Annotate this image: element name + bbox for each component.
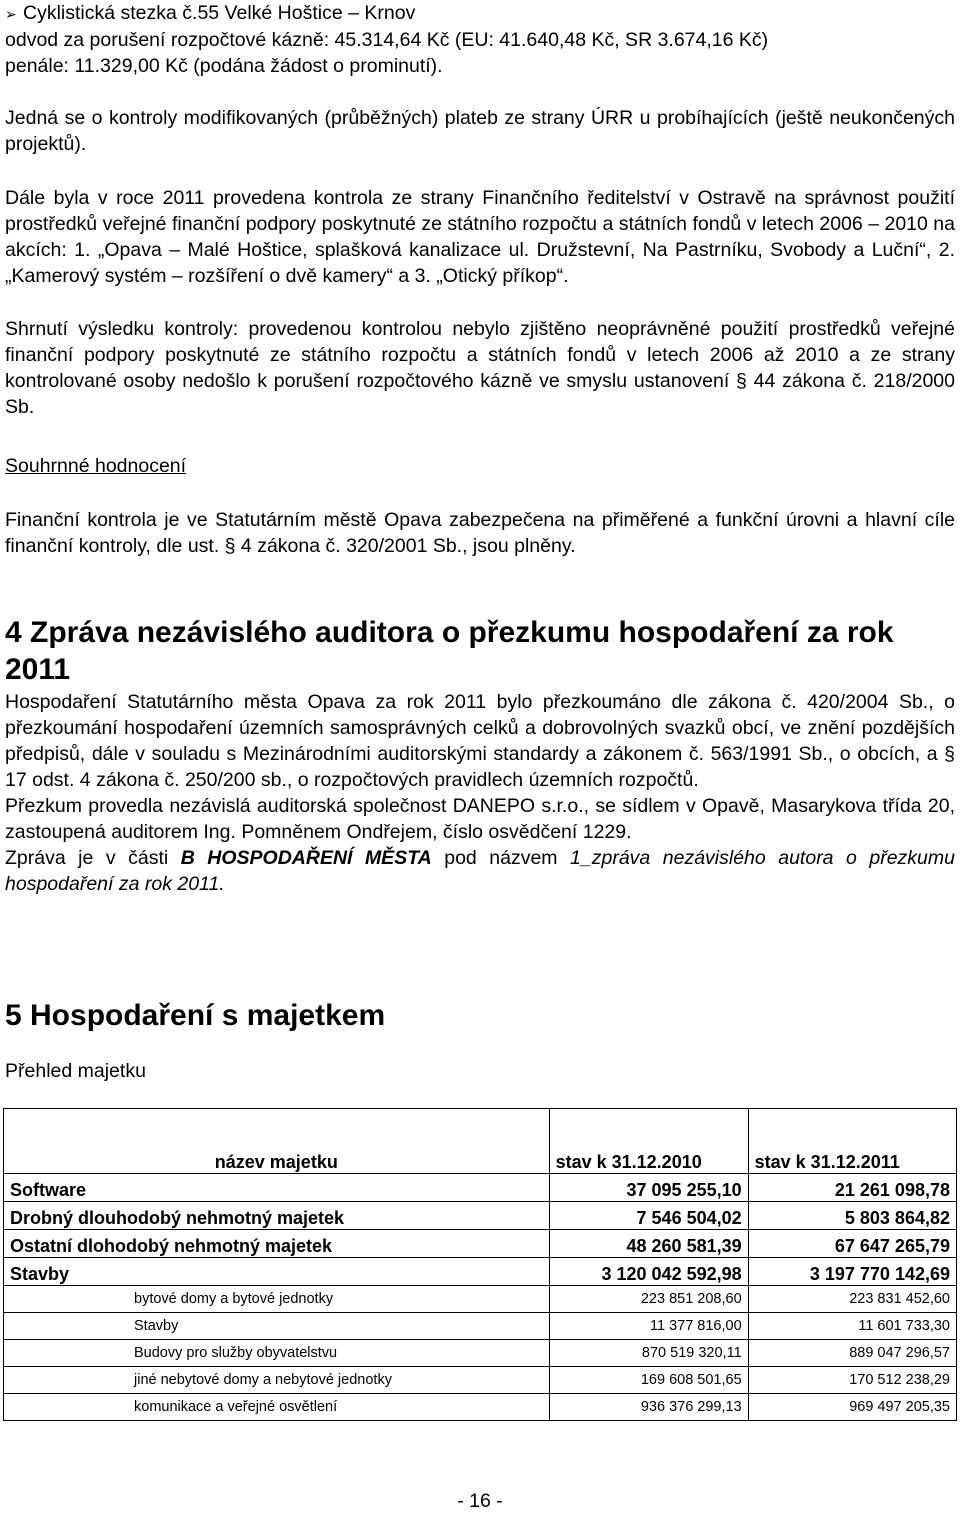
table-header-row: [4, 1109, 957, 1174]
penale-line: penále: 11.329,00 Kč (podána žádost o prominutí).: [5, 55, 443, 77]
bullet-text: Cyklistická stezka č.55 Velké Hoštice – Krnov: [23, 2, 416, 24]
sub-asset-name-cell: bytové domy a bytové jednotky: [4, 1286, 550, 1313]
section-4-body: [5, 689, 955, 897]
sub-asset-name-cell: Budovy pro služby obyvatelstvu: [4, 1340, 550, 1367]
souhrnne-text: Finanční kontrola je ve Statutárním městě Opava zabezpečena na přiměřené a funkční úrovni a hlavní cíle finanční kontroly, dle ust. § 4 zákona č. 320/2001 Sb., jsou plněny.: [5, 509, 955, 557]
paragraph-shrnuti: Shrnutí výsledku kontroly: provedenou kontrolou nebylo zjištěno neoprávněné použití prostředků veřejné finanční podpory poskytnuté ze státního rozpočtu a státních fondů v letech 2006 až 2010 a ze strany kontrolované osoby nedošlo k porušení rozpočtového kázně ve smyslu ustanovení § 44 zákona č. 218/2000 Sb.: [5, 318, 955, 418]
odvod-line: odvod za porušení rozpočtové kázně: 45.314,64 Kč (EU: 41.640,48 Kč, SR 3.674,16 Kč): [5, 29, 769, 51]
section-5-subheading: Přehled majetku: [5, 1060, 146, 1082]
header-name: název majetku: [4, 1109, 550, 1174]
paragraph-kontroly: Jedná se o kontroly modifikovaných (průběžných) plateb ze strany ÚRR u probíhajících (ještě neukončených projektů).: [5, 107, 955, 155]
section-4-p2: Přezkum provedla nezávislá auditorská společnost DANEPO s.r.o., se sídlem v Opavě, Masarykova třída 20, zastoupená auditorem Ing. Pomněnem Ondřejem, číslo osvědčení 1229.: [5, 795, 955, 843]
sub-value-2010-cell: 223 851 208,60: [549, 1286, 748, 1313]
sub-value-2011-cell: 223 831 452,60: [748, 1286, 956, 1313]
table-subrow: [4, 1286, 957, 1313]
sub-value-2010-cell: 870 519 320,11: [549, 1340, 748, 1367]
sub-value-2010-cell: 11 377 816,00: [549, 1313, 748, 1340]
value-2010-cell: 37 095 255,10: [549, 1174, 748, 1202]
sub-value-2011-cell: 11 601 733,30: [748, 1313, 956, 1340]
asset-name-cell: Ostatní dlohodobý nehmotný majetek: [4, 1230, 550, 1258]
value-2011-cell: 67 647 265,79: [748, 1230, 956, 1258]
section-4-p1: Hospodaření Statutárního města Opava za rok 2011 bylo přezkoumáno dle zákona č. 420/2004 Sb., o přezkoumání hospodaření územních samosprávných celků a dobrovolných svazků obcí, ve znění pozdějších předpisů, dále v souladu s Mezinárodními auditorskými standardy a zákonem č. 563/1991 Sb., o obcích, a § 17 odst. 4 zákona č. 250/200 sb., o rozpočtových pravidlech územních rozpočtů.: [5, 691, 955, 791]
sub-asset-name-cell: komunikace a veřejné osvětlení: [4, 1394, 550, 1421]
souhrnne-heading: Souhrnné hodnocení: [5, 455, 187, 477]
table-subrow: [4, 1367, 957, 1394]
table-subrow: [4, 1340, 957, 1367]
value-2011-cell: 21 261 098,78: [748, 1174, 956, 1202]
table-row: [4, 1202, 957, 1230]
top-block: [5, 0, 955, 79]
value-2010-cell: 3 120 042 592,98: [549, 1258, 748, 1286]
sub-asset-name-cell: jiné nebytové domy a nebytové jednotky: [4, 1367, 550, 1394]
p3-doc-name: 1_zpráva nezávislého autora o přezkumu hospodaření za rok 2011.: [5, 847, 955, 895]
section-4-p3: [5, 845, 955, 897]
value-2010-cell: 7 546 504,02: [549, 1202, 748, 1230]
value-2010-cell: 48 260 581,39: [549, 1230, 748, 1258]
assets-table: [3, 1108, 957, 1421]
p3-text-a: Zpráva je v části: [5, 847, 181, 869]
header-2010: stav k 31.12.2010: [549, 1109, 748, 1174]
table-subrow: [4, 1394, 957, 1421]
sub-value-2010-cell: 169 608 501,65: [549, 1367, 748, 1394]
asset-name-cell: Software: [4, 1174, 550, 1202]
sub-value-2011-cell: 170 512 238,29: [748, 1367, 956, 1394]
arrow-bullet-icon: ➢: [5, 6, 17, 22]
sub-value-2010-cell: 936 376 299,13: [549, 1394, 748, 1421]
header-2011: stav k 31.12.2011: [748, 1109, 956, 1174]
value-2011-cell: 5 803 864,82: [748, 1202, 956, 1230]
sub-value-2011-cell: 969 497 205,35: [748, 1394, 956, 1421]
p3-text-c: pod názvem: [431, 847, 571, 869]
page-number: - 16 -: [457, 1490, 503, 1512]
sub-asset-name-cell: Stavby: [4, 1313, 550, 1340]
value-2011-cell: 3 197 770 142,69: [748, 1258, 956, 1286]
asset-name-cell: Stavby: [4, 1258, 550, 1286]
table-row: [4, 1258, 957, 1286]
bullet-item: [5, 0, 955, 27]
paragraph-dale: Dále byla v roce 2011 provedena kontrola ze strany Finančního ředitelství v Ostravě na správnost použití prostředků veřejné finanční podpory poskytnuté ze státního rozpočtu a státních fondů v letech 2006 – 2010 na akcích: 1. „Opava – Malé Hoštice, splašková kanalizace ul. Družstevní, Na Pastrníku, Svobody a Luční“, 2. „Kamerový systém – rozšíření o dvě kamery“ a 3. „Otický příkop“.: [5, 187, 955, 287]
table-row: [4, 1230, 957, 1258]
section-5-heading: 5 Hospodaření s majetkem: [5, 999, 386, 1032]
asset-name-cell: Drobný dlouhodobý nehmotný majetek: [4, 1202, 550, 1230]
sub-value-2011-cell: 889 047 296,57: [748, 1340, 956, 1367]
section-4-heading: 4 Zpráva nezávislého auditora o přezkumu hospodaření za rok 2011: [5, 616, 894, 686]
p3-part-title: B HOSPODAŘENÍ MĚSTA: [180, 847, 432, 869]
table-row: [4, 1174, 957, 1202]
table-subrow: [4, 1313, 957, 1340]
